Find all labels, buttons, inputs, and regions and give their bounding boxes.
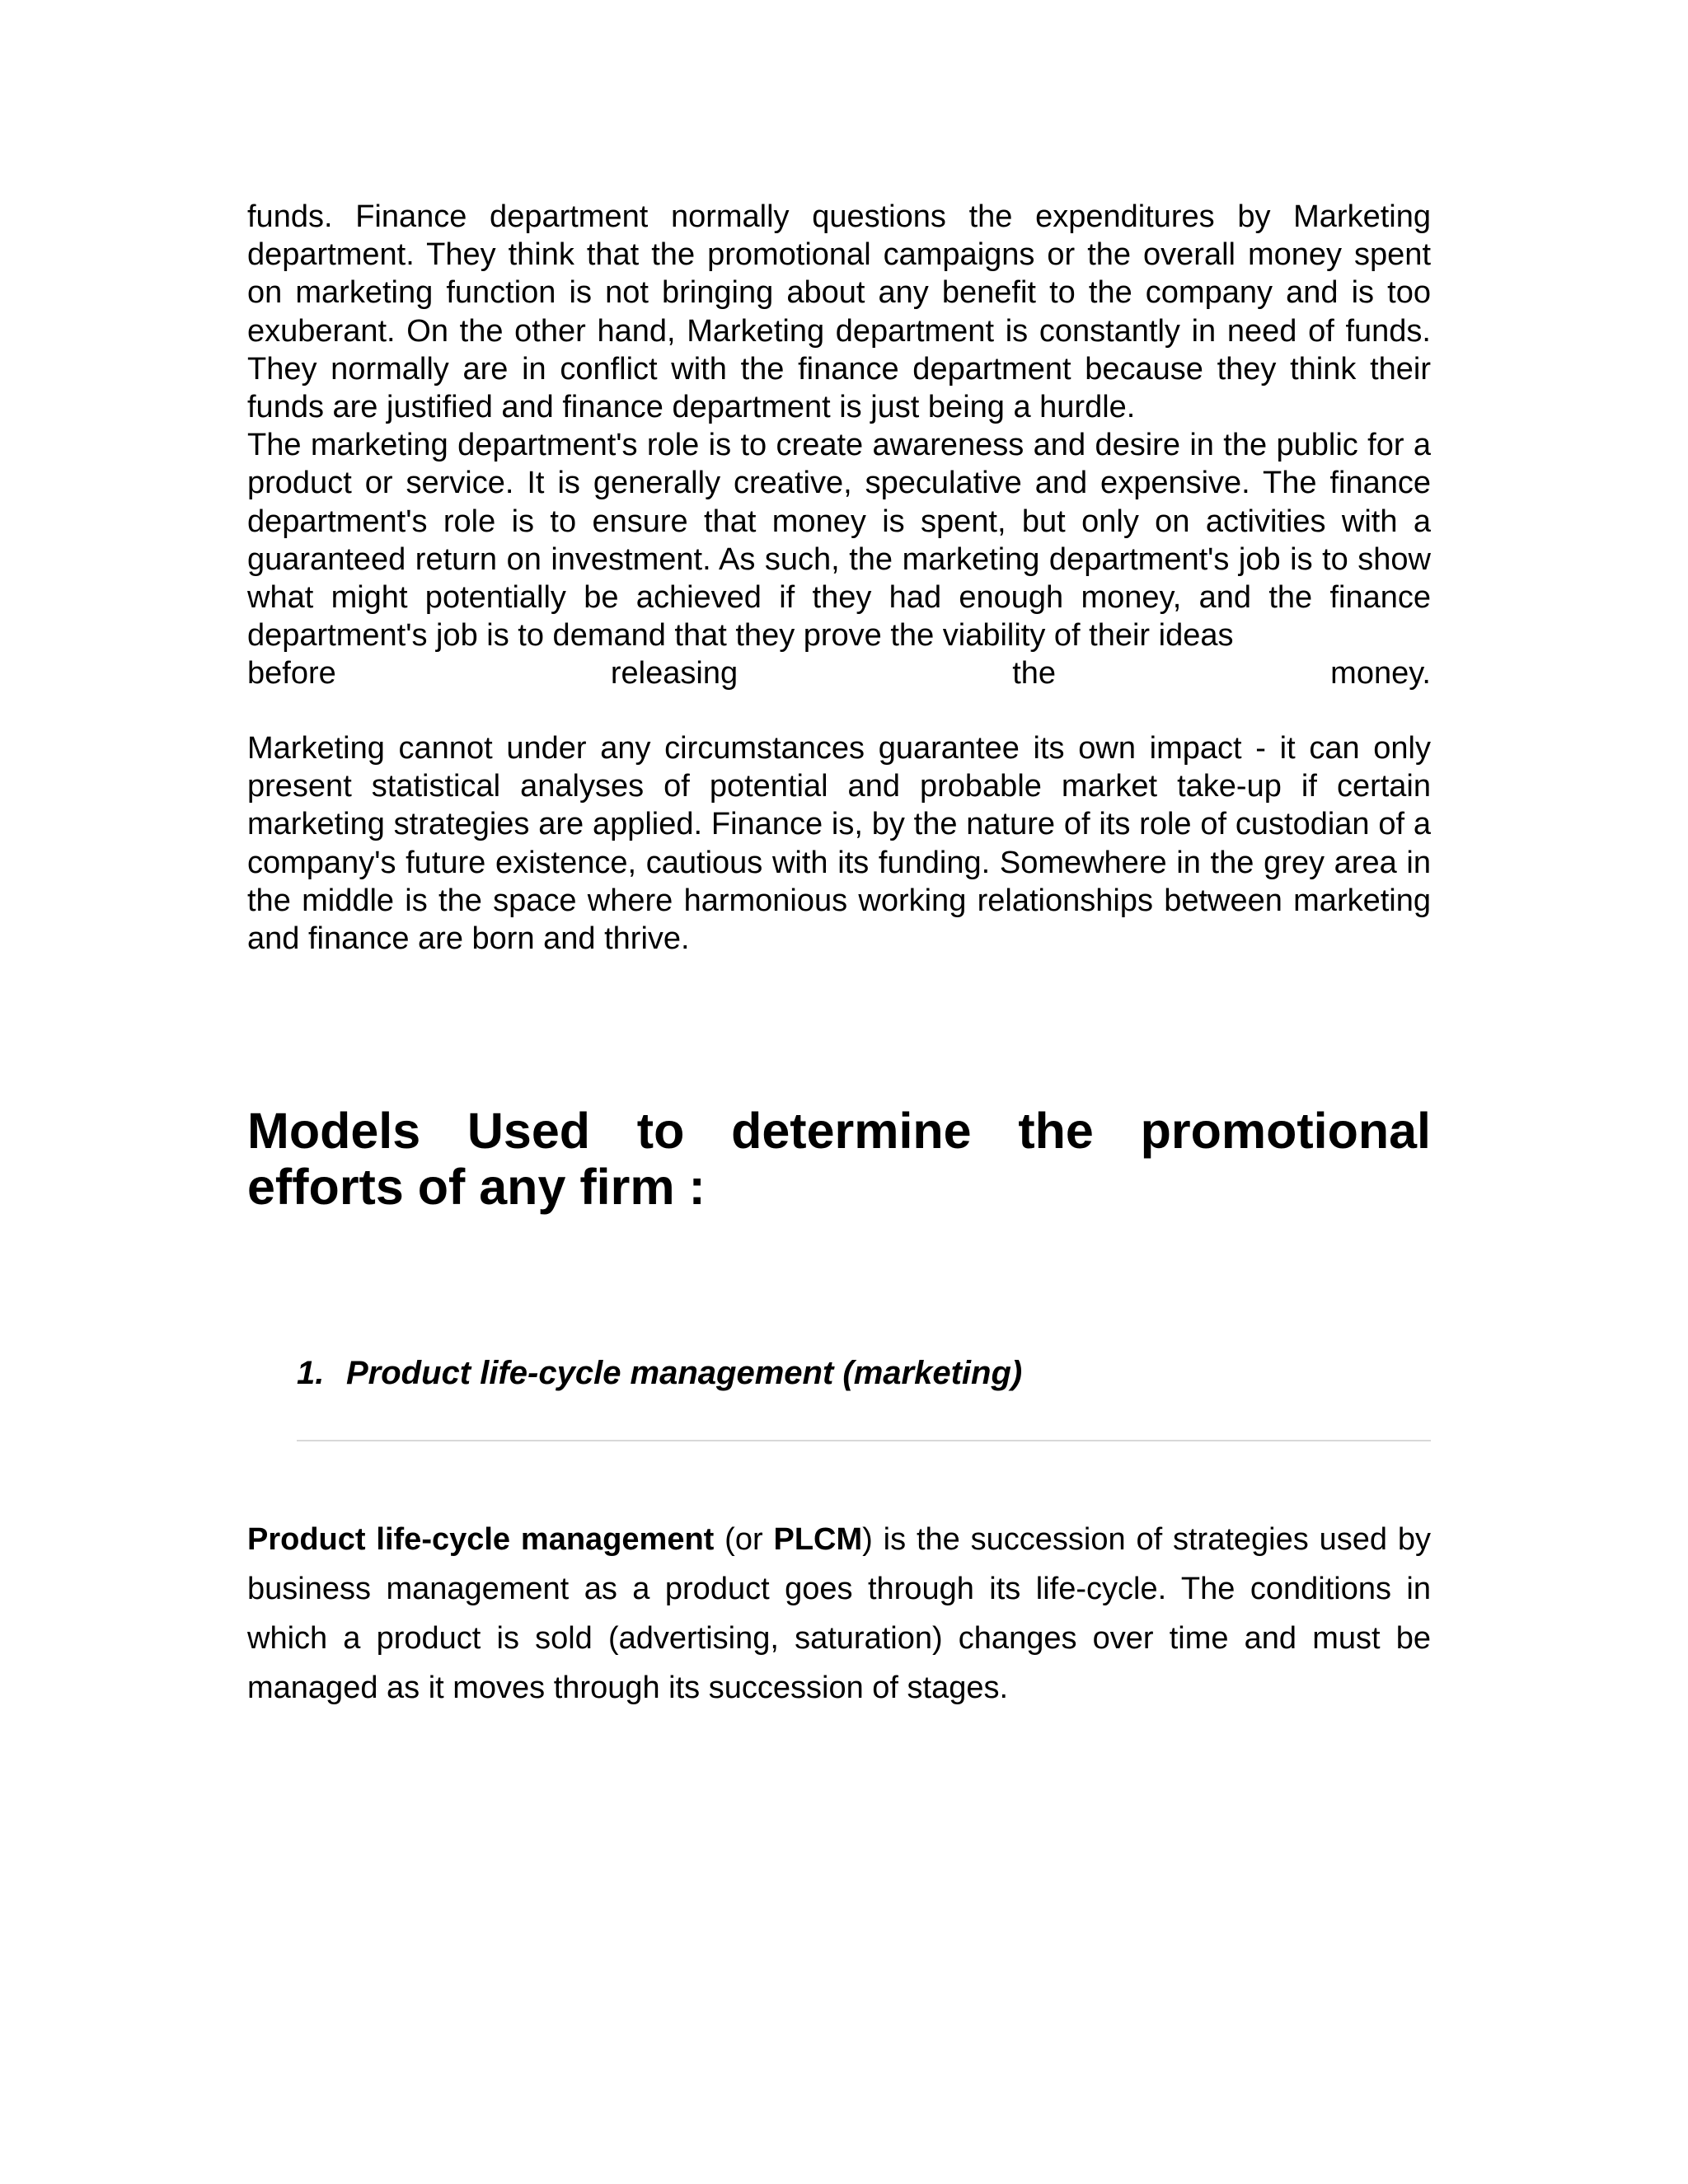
horizontal-divider	[297, 1440, 1431, 1441]
paragraph-finance-marketing	[247, 198, 1431, 693]
paragraph-roles: The marketing department's role is to create awareness and desire in the public for a product or service. It is generally creative, speculative and expensive. The finance department's role is to ensure that money is spent, but only on activities with a guaranteed return on investment. As such, the marketing department's job is to show what might potentially be achieved if they had enough money, and the finance department's job is to demand that they prove the viability of their ideas	[247, 428, 1431, 654]
list-item-plcm	[297, 1352, 1022, 1394]
paragraph-funds-conflict: funds. Finance department normally questions the expenditures by Marketing department. They think that the promotional campaigns or the overall money spent on marketing function is not bringing about any benefit to the company and is too exuberant. On the other hand, Marketing department is constantly in need of funds. They normally are in conflict with the finance department because they think their funds are justified and finance department is just being a hurdle.	[247, 199, 1431, 425]
word-the: the	[1012, 656, 1057, 691]
word-money: money.	[1330, 656, 1431, 691]
section-heading: Models Used to determine the promotional efforts of any firm :	[247, 1103, 1431, 1215]
list-item-title: Product life-cycle management (marketing)	[346, 1355, 1023, 1391]
list-item-number: 1.	[297, 1355, 325, 1391]
term-plcm: Product life-cycle management	[247, 1522, 715, 1557]
definition-rest: ) is the succession of strategies used by business management as a product goes through its life-cycle. The conditions in which a product is sold (advertising, saturation) changes over time and must be managed as it moves through its succession of stages.	[247, 1522, 1431, 1705]
paragraph-roles-last-line	[247, 654, 1431, 692]
word-releasing: releasing	[610, 656, 738, 691]
paragraph-marketing-impact: Marketing cannot under any circumstances guarantee its own impact - it can only present statistical analyses of potential and probable market take-up if certain marketing strategies are applied. Finance is, by the nature of its role of custodian of a company's future existence, cautious with its funding. Somewhere in the grey area in the middle is the space where harmonious working relationships between marketing and finance are born and thrive.	[247, 731, 1431, 957]
paragraph-plcm-definition	[247, 1515, 1431, 1713]
word-before: before	[247, 656, 336, 691]
abbr-plcm: PLCM	[773, 1522, 863, 1557]
paren-open: (or	[714, 1522, 774, 1557]
